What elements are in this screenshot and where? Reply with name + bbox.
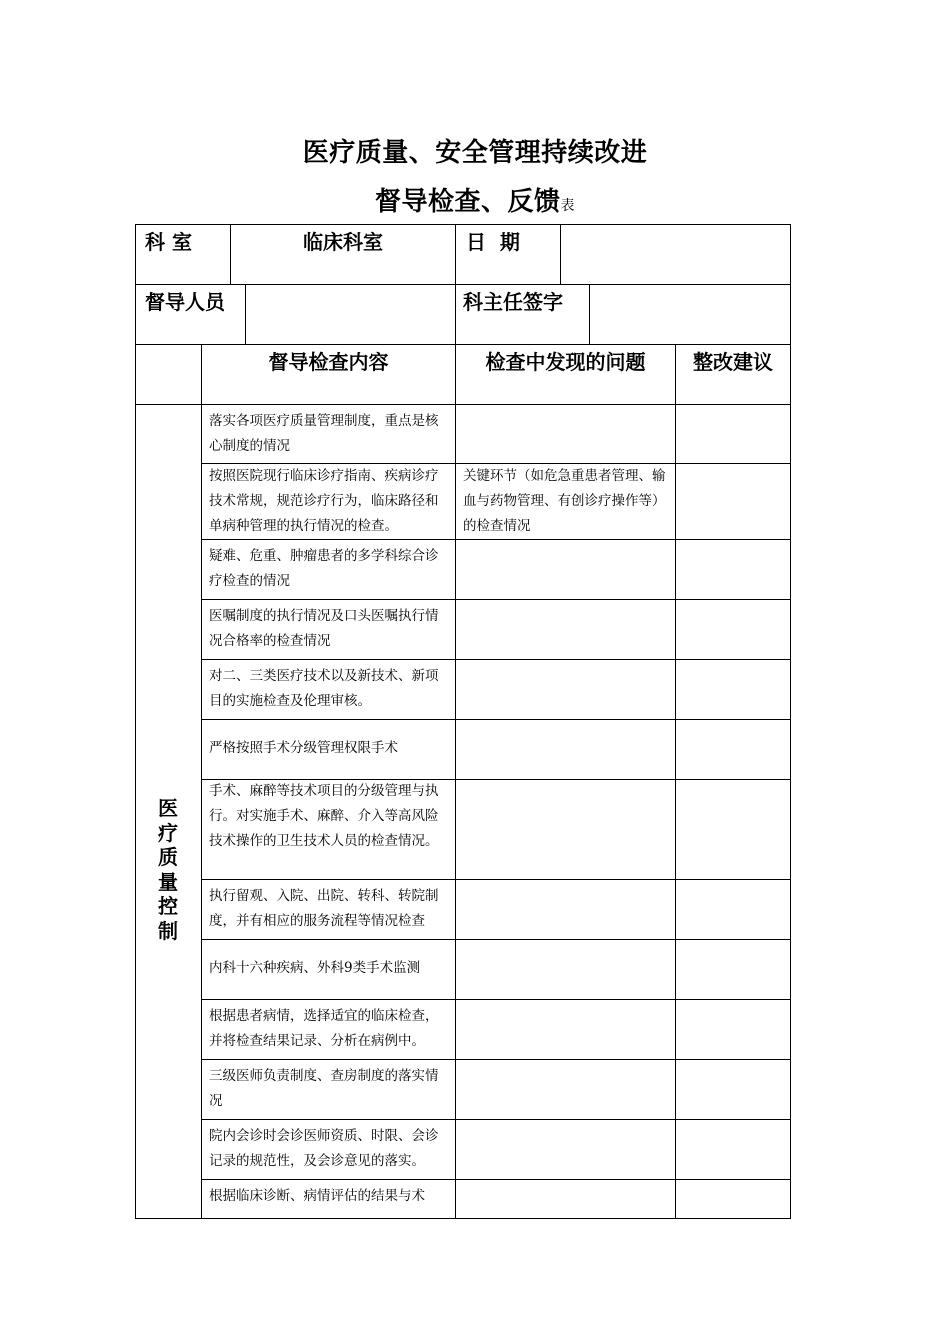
row-sep <box>201 1059 791 1060</box>
form-title-line1 <box>0 132 950 169</box>
row1-divider-b <box>455 224 456 284</box>
row-sep <box>201 1179 791 1180</box>
row-content-8: 执行留观、入院、出院、转科、转院制度，并有相应的服务流程等情况检查 <box>209 888 439 929</box>
dept-value[interactable]: 临床科室 <box>303 230 383 254</box>
row-content-2: 按照医院现行临床诊疗指南、疾病诊疗技术常规，规范诊疗行为，临床路径和单病种管理的执行情况的检查。 <box>209 468 439 534</box>
category-char: 制 <box>158 918 178 943</box>
date-value[interactable] <box>561 226 790 284</box>
col-header-content: 督导检查内容 <box>268 350 389 374</box>
row-content-11: 三级医师负责制度、查房制度的落实情况 <box>209 1068 439 1109</box>
category-char: 质 <box>158 845 178 869</box>
row-sep <box>201 539 791 540</box>
col-header-bottom <box>135 404 791 405</box>
row2-bottom <box>135 344 791 345</box>
table-border-left <box>135 224 136 1219</box>
row-content-13: 根据临床诊断、病情评估的结果与术 <box>209 1188 425 1204</box>
row-content-1: 落实各项医疗质量管理制度，重点是核心制度的情况 <box>209 413 439 454</box>
category-char: 医 <box>158 796 178 820</box>
row-content-5: 对二、三类医疗技术以及新技术、新项目的实施检查及伦理审核。 <box>209 668 439 709</box>
category-label <box>136 796 200 943</box>
row-sep <box>201 599 791 600</box>
form-title-text-1: 医疗质量、安全管理持续改进 <box>302 138 648 168</box>
form-title-suffix: 表 <box>560 198 575 214</box>
inspector-value[interactable] <box>246 286 455 344</box>
row-sep <box>201 939 791 940</box>
form-title-text-2: 督导检查、反馈 <box>374 187 561 217</box>
row-content-4: 医嘱制度的执行情况及口头医嘱执行情况合格率的检查情况 <box>209 608 439 649</box>
row-sep <box>201 999 791 1000</box>
col-divider-problems <box>675 344 676 1219</box>
col-divider-category <box>201 344 202 1219</box>
row2-divider-b <box>455 284 456 344</box>
row-content-3: 疑难、危重、肿瘤患者的多学科综合诊疗检查的情况 <box>209 548 439 589</box>
row-content-7: 手术、麻醉等技术项目的分级管理与执行。对实施手术、麻醉、介入等高风险技术操作的卫生技术人员的检查情况。 <box>209 783 439 849</box>
category-char: 量 <box>158 869 178 894</box>
row-sep <box>201 719 791 720</box>
form-title-line2 <box>0 181 950 218</box>
col-header-suggestions: 整改建议 <box>693 350 773 374</box>
col-divider-content <box>455 344 456 1219</box>
row-sep <box>201 879 791 880</box>
row-content-10: 根据患者病情，选择适宜的临床检查，并将检查结果记录、分析在病例中。 <box>209 1008 439 1049</box>
table-border-top <box>135 224 791 225</box>
table-border-right <box>790 224 791 1219</box>
row-content-6: 严格按照手术分级管理权限手术 <box>209 740 398 756</box>
row-content-9: 内科十六种疾病、外科9类手术监测 <box>209 960 421 976</box>
inspector-label: 督导人员 <box>145 290 225 314</box>
row-sep <box>201 659 791 660</box>
director-value[interactable] <box>590 286 790 344</box>
director-label: 科主任签字 <box>463 290 563 314</box>
row-content-12: 院内会诊时会诊医师资质、时限、会诊记录的规范性，及会诊意见的落实。 <box>209 1128 439 1169</box>
col-header-problems: 检查中发现的问题 <box>485 350 646 374</box>
date-label: 日 期 <box>466 230 520 254</box>
row1-bottom <box>135 284 791 285</box>
table-border-bottom <box>135 1218 791 1219</box>
row-sep <box>201 1119 791 1120</box>
dept-label: 科 室 <box>145 230 192 254</box>
category-char: 控 <box>158 894 178 918</box>
category-char: 疗 <box>158 820 178 845</box>
row-problem-2[interactable]: 关键环节（如危急重患者管理、输血与药物管理、有创诊疗操作等）的检查情况 <box>463 468 666 534</box>
